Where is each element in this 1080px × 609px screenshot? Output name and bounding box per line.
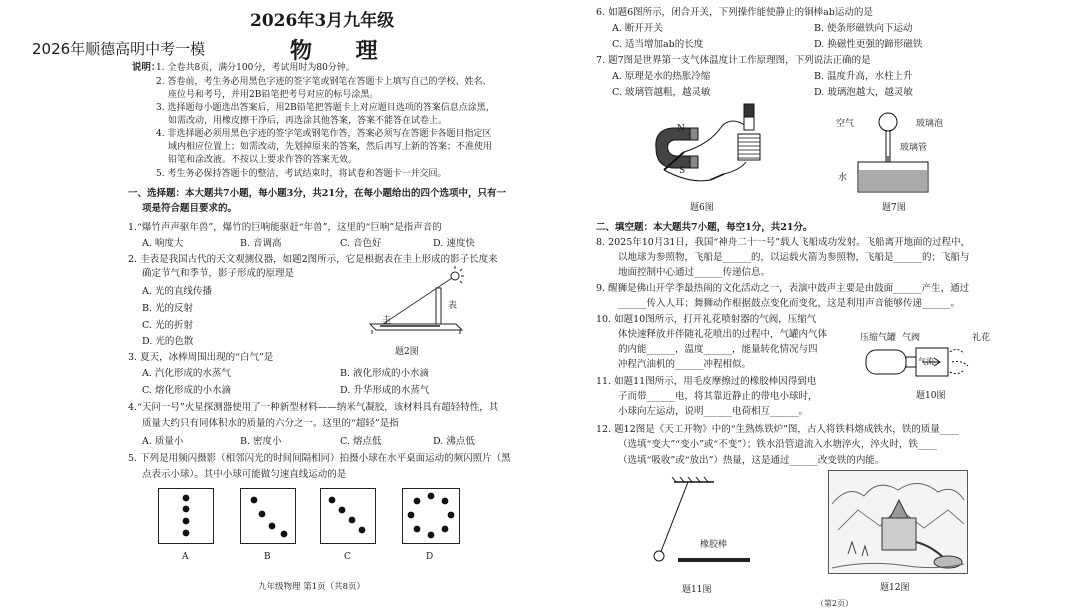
q1-option-b: B. 音调高 <box>240 238 282 249</box>
q2-option-d: D. 光的色散 <box>142 336 194 347</box>
q7-stem: 7. 题7图是世界第一支气体温度计工作原理图，下列说法正确的是 <box>596 55 871 66</box>
note-line: 1. 全卷共8页，满分100分，考试用时为80分钟。 <box>156 63 355 73</box>
q6-option-a: A. 断开开关 <box>612 23 663 34</box>
q11-figure-caption: 题11图 <box>682 585 712 595</box>
q5-stem-2: 点表示小球）。其中小球可能做匀速直线运动的是 <box>142 469 347 480</box>
footer-left: 九年级物理 第1页（共8页） <box>258 582 366 592</box>
q7-option-b: B. 温度升高，水柱上升 <box>814 71 913 82</box>
q4-option-b: B. 密度小 <box>240 436 282 447</box>
q11-figure-rod-label: 橡胶棒 <box>700 540 728 550</box>
note-line: 5. 考生务必保持答题卡的整洁，考试结束时，将试卷和答题卡一并交回。 <box>156 169 447 179</box>
q2-option-a: A. 光的直线传播 <box>142 286 212 297</box>
q7-figure-bulb-label: 玻璃泡 <box>916 119 944 129</box>
q1-option-c: C. 音色好 <box>340 238 382 249</box>
q5-label-d: D <box>426 552 434 562</box>
q3-option-d: D. 升华形成的水蒸气 <box>340 385 430 396</box>
q2-figure-gui-label: 圭 <box>382 316 392 326</box>
q8-line: 地面控制中心通过______传递信息。 <box>618 267 771 278</box>
q12-line: （选填“变大”“变小”或“不变”）；铁水沿管道流入水塘淬火，淬火时，铁____ <box>618 439 937 450</box>
section1-heading-2: 项是符合题目要求的。 <box>142 203 238 214</box>
q10-figure-valve-label: 气阀 <box>902 333 921 343</box>
footer-right: （第2页） <box>816 599 854 608</box>
q12-line: 12. 题12图是《天工开物》中的“生熟炼铁炉”图，古人将铁料熔成铁水，铁的质量____ <box>596 424 959 435</box>
q7-figure-air-label: 空气 <box>836 119 855 129</box>
q11-line: 子而带______电，将其靠近静止的带电小球时， <box>618 391 818 402</box>
q4-option-d: D. 沸点低 <box>433 436 475 447</box>
q2-stem-2: 确定节气和季节，影子形成的原理是 <box>142 268 295 279</box>
q10-line: 10. 如题10图所示，打开礼花喷射器的气阀，压缩气 <box>596 314 817 325</box>
q6-option-d: D. 换磁性更强的蹄形磁铁 <box>814 39 923 50</box>
q11-line: 11. 如题11图所示，用毛皮摩擦过的橡胶棒因得到电 <box>596 376 817 387</box>
q4-option-c: C. 熔点低 <box>340 436 382 447</box>
section1-heading: 一、选择题：本大题共7小题，每小题3分，共21分，在每小题给出的四个选项中，只有一 <box>128 188 506 199</box>
note-line: 座位号和考号，并用2B铅笔把考号对应的标号涂黑。 <box>168 90 379 100</box>
q6-figure-n-label: N <box>677 124 685 134</box>
note-line: 铅笔和涂改液。不按以上要求作答的答案无效。 <box>168 155 358 165</box>
section2-heading: 二、填空题：本大题共7小题，每空1分，共21分。 <box>596 222 813 233</box>
q5-stem: 5. 下列是用频闪摄影（相邻闪光的时间间隔相同）拍摄小球在水平桌面运动的频闪照片（黑 <box>128 453 511 464</box>
notes-label: 说明： <box>132 62 161 73</box>
q7-option-a: A. 原理是水的热胀冷缩 <box>612 71 711 82</box>
q6-figure-caption: 题6图 <box>690 203 714 213</box>
note-line: 域内相应位置上；如需改动，先划掉原来的答案，然后再写上新的答案；不准使用 <box>168 142 493 152</box>
q4-option-a: A. 质量小 <box>142 436 184 447</box>
q10-figure-flower-label: 礼花 <box>972 333 991 343</box>
q10-line: 的内能______，温度______，能量转化情况与四 <box>618 344 818 355</box>
subject-title: 物 理 <box>290 38 396 64</box>
q3-option-c: C. 熔化形成的小水滴 <box>142 385 231 396</box>
q8-line: 8. 2025年10月31日，我国“神舟二十一号”载人飞船成功发射。飞船离开地面的过程中， <box>596 237 971 248</box>
q3-stem: 3. 夏天，冰棒周围出现的“白气”是 <box>128 352 274 363</box>
q5-label-a: A <box>182 552 189 562</box>
note-line: 3. 选择题每小题选出答案后，用2B铅笔把答题卡上对应题目选项的答案信息点涂黑， <box>156 103 495 113</box>
q9-line: 9. 醒狮是佛山开学季最热闹的文化活动之一，表演中鼓声主要是由鼓面______产生，通过 <box>596 283 970 294</box>
q6-option-c: C. 适当增加ab的长度 <box>612 39 704 50</box>
q5-label-c: C <box>344 552 351 562</box>
q5-photo-a <box>158 488 214 544</box>
q3-option-b: B. 液化形成的小水滴 <box>340 368 430 379</box>
q5-photo-d <box>402 488 460 544</box>
q7-figure-tube-label: 玻璃管 <box>900 143 928 153</box>
q4-stem: 4.“天问一号”火星探测器使用了一种新型材料——纳米气凝胶，该材料具有超轻特性，其 <box>128 402 499 413</box>
q7-figure-water-label: 水 <box>838 173 848 183</box>
q9-line: ______传入人耳；舞狮动作根据鼓点变化而变化，这是利用声音能够传递______。 <box>618 298 961 309</box>
q10-line: 冲程汽油机的______冲程相似。 <box>618 359 752 370</box>
q6-figure-s-label: S <box>679 166 686 176</box>
q1-option-a: A. 响度大 <box>142 238 184 249</box>
note-line: 如需改动，用橡皮擦干净后，再选涂其他答案，答案不能答在试卷上。 <box>168 116 448 126</box>
q1-option-d: D. 速度快 <box>433 238 475 249</box>
note-line: 4. 非选择题必须用黑色字迹的签字笔或钢笔作答，答案必须写在答题卡各题目指定区 <box>156 129 492 139</box>
q2-option-b: B. 光的反射 <box>142 303 194 314</box>
q12-line: （选填“吸收”或“放出”）热量，这是通过______改变铁的内能。 <box>618 455 885 466</box>
q6-figure-magnet-circuit <box>650 104 770 192</box>
page-title: 2026年3月九年级 <box>250 11 395 31</box>
q1-stem: 1.“爆竹声声驱年兽”，爆竹的巨响能驱赶“年兽”，这里的“巨响”是指声音的 <box>128 222 442 233</box>
q2-option-c: C. 光的折射 <box>142 320 193 331</box>
note-line: 2. 答卷前，考生务必用黑色字迹的签字笔或钢笔在答题卡上填写自己的学校、姓名、 <box>156 77 492 87</box>
exam-name: 2026年顺德高明中考一模 <box>32 40 206 58</box>
q11-line: 小球向左运动，说明______电荷相互______。 <box>618 406 809 417</box>
q2-figure-caption: 题2图 <box>395 347 419 357</box>
q7-option-d: D. 玻璃泡越大，越灵敏 <box>814 87 913 98</box>
q3-option-a: A. 汽化形成的水蒸气 <box>142 368 231 379</box>
q7-option-c: C. 玻璃管越粗，越灵敏 <box>612 87 711 98</box>
q10-line: 体快速释放并伴随礼花喷出的过程中，气罐内气体 <box>618 329 828 340</box>
q5-label-b: B <box>264 552 271 562</box>
q5-photo-b <box>240 488 296 544</box>
q4-stem-2: 质量大约只有同体积水的质量的六分之一。这里的“超轻”是指 <box>142 418 399 429</box>
q6-option-b: B. 使条形磁铁向下运动 <box>814 23 913 34</box>
q6-stem: 6. 如题6图所示，闭合开关，下列操作能使静止的铜棒ab运动的是 <box>596 7 873 18</box>
q2-stem: 2. 圭表是我国古代的天文观测仪器，如题2图所示，它是根据表在圭上形成的影子长度来 <box>128 254 498 265</box>
q10-figure-flow-label: 气流 <box>918 357 934 366</box>
q12-figure-iron-furnace <box>828 470 968 574</box>
q11-figure-pendulum <box>654 474 764 578</box>
q8-line: 以地球为参照物，飞船是______的，以运载火箭为参照物，飞船是______的；飞船与 <box>618 252 970 263</box>
q5-photo-c <box>320 488 376 544</box>
q10-figure-tank-label: 压缩气罐 <box>860 333 897 343</box>
q12-figure-caption: 题12图 <box>880 583 910 593</box>
q7-figure-caption: 题7图 <box>882 203 906 213</box>
gnomon-figure <box>360 268 490 340</box>
q2-figure-biao-label: 表 <box>448 301 458 311</box>
q10-figure-caption: 题10图 <box>916 391 946 401</box>
